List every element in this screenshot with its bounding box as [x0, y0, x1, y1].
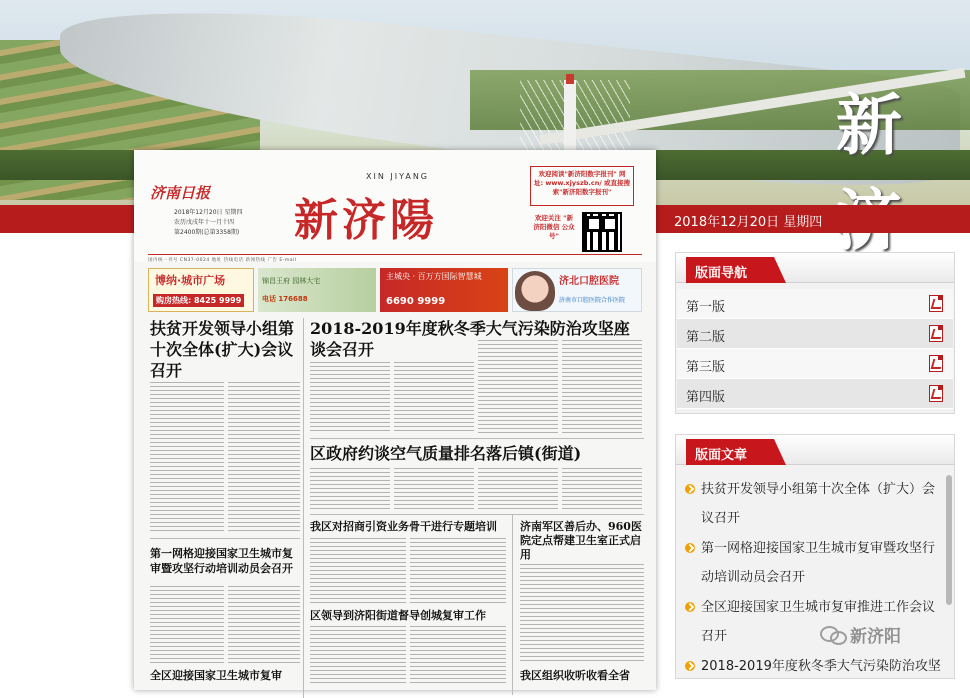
article-body-text — [150, 382, 224, 532]
newspaper-page-image[interactable] — [134, 150, 656, 690]
page-nav-item-3[interactable] — [677, 349, 953, 379]
pdf-icon[interactable] — [929, 295, 943, 312]
masthead-date: 2018年12月20日 星期四 — [174, 209, 243, 216]
article-body-text — [562, 340, 642, 434]
page-nav-item-2[interactable] — [677, 319, 953, 349]
article-body-text — [478, 468, 558, 510]
wechat-promo-text: 欢迎关注 "新济阳微信 公众号" — [533, 214, 575, 240]
ad-bona-phone: 购房热线: 8425 9999 — [153, 294, 244, 307]
masthead-divider — [148, 254, 642, 255]
article-body-text — [228, 586, 300, 664]
masthead — [134, 150, 656, 262]
article-headline[interactable]: 2018-2019年度秋冬季大气污染防治攻坚座谈会召开 — [310, 319, 630, 359]
article-headline[interactable]: 区政府约谈空气质量排名落后镇(街道) — [310, 444, 582, 463]
section-divider — [310, 514, 644, 515]
ad-jinchang — [258, 268, 376, 312]
article-link-text[interactable]: 2018-2019年度秋冬季大气污染防治攻坚 — [701, 659, 941, 674]
masthead-lunar: 农历戊戌年十一月十四 — [174, 219, 235, 226]
section-divider — [150, 538, 300, 539]
panel-header — [676, 435, 954, 465]
article-body-text — [410, 626, 506, 686]
page-navigation-panel — [675, 252, 955, 414]
ad-model-portrait — [515, 271, 555, 311]
pdf-icon[interactable] — [929, 325, 943, 342]
article-link[interactable] — [684, 475, 942, 533]
qr-code-icon — [582, 212, 622, 252]
arrow-bullet-icon — [685, 602, 695, 612]
article-list-scrollbar[interactable] — [946, 475, 952, 605]
article-body-text — [310, 468, 390, 510]
column-divider — [512, 515, 513, 695]
article-link-text[interactable]: 第一网格迎接国家卫生城市复审暨攻坚行动培训动员会召开 — [701, 541, 936, 585]
article-link[interactable] — [684, 593, 942, 651]
digital-edition-promo: 欢迎阅读"新济阳数字报刊" 网址: www.xjyszb.cn/ 或直接搜索"新济阳数字报刊" — [530, 166, 634, 206]
article-headline[interactable]: 区领导到济阳街道督导创城复审工作 — [310, 609, 486, 622]
page-nav-label[interactable]: 第三版 — [686, 360, 726, 375]
masthead-meta — [174, 208, 294, 238]
site-title-calligraphy: 新 — [836, 86, 910, 164]
article-body-text — [150, 586, 224, 664]
arrow-bullet-icon — [685, 543, 695, 553]
article-headline[interactable]: 全区迎接国家卫生城市复审 — [150, 669, 282, 682]
article-body-text — [394, 468, 474, 510]
wechat-promo — [530, 210, 634, 254]
ad-smart-city — [380, 268, 508, 312]
ad-dental-title: 济北口腔医院 — [559, 276, 619, 287]
wechat-icon — [820, 624, 844, 644]
panel-title: 版面文章 — [695, 448, 748, 463]
masthead-info-line: 国内统一刊号 CN37-0024 地址 热线电话 新闻热线 广告 E-mail — [148, 258, 297, 263]
arrow-bullet-icon — [685, 484, 695, 494]
page-nav-label[interactable]: 第四版 — [686, 390, 726, 405]
ad-dental-hospital — [512, 268, 642, 312]
watermark-text: 新济阳 — [850, 627, 901, 647]
ad-row — [148, 268, 642, 312]
pdf-icon[interactable] — [929, 385, 943, 402]
page-nav-label[interactable]: 第二版 — [686, 330, 726, 345]
pdf-icon[interactable] — [929, 355, 943, 372]
current-date: 2018年12月20日 星期四 — [674, 215, 823, 230]
ad-smart-city-title: 主城央 · 百万方国际智慧城 — [386, 272, 482, 281]
ad-smart-city-phone: 6690 9999 — [386, 296, 446, 307]
page-nav-item-4[interactable] — [677, 379, 953, 409]
page-nav-label[interactable]: 第一版 — [686, 300, 726, 315]
article-body-text — [228, 382, 300, 532]
page-nav-list — [677, 289, 953, 409]
ad-jinchang-title: 锦昌王府 园林大宅 — [262, 277, 321, 285]
article-link-text[interactable]: 扶贫开发领导小组第十次全体（扩大）会议召开 — [701, 482, 936, 526]
article-body-text — [310, 626, 406, 686]
ad-bona-title: 博纳·城市广场 — [155, 274, 226, 287]
partner-logo: 济南日报 — [150, 184, 211, 202]
article-headline[interactable]: 第一网格迎接国家卫生城市复审暨攻坚行动培训动员会召开 — [150, 547, 293, 575]
article-body-text — [410, 538, 506, 604]
article-list — [684, 475, 942, 682]
article-body-text — [520, 564, 644, 664]
masthead-pinyin: XIN JIYANG — [366, 172, 430, 181]
article-body-text — [310, 538, 406, 604]
masthead-issue: 第2400期(总第3358期) — [174, 229, 240, 236]
article-link[interactable] — [684, 652, 942, 681]
article-body-text — [394, 362, 474, 434]
article-link[interactable] — [684, 534, 942, 592]
ad-jinchang-phone: 电话 176688 — [262, 295, 308, 303]
article-headline[interactable]: 扶贫开发领导小组第十次全体(扩大)会议召开 — [150, 319, 295, 380]
article-headline[interactable]: 我区组织收听收看全省 — [520, 669, 630, 682]
article-headline[interactable]: 我区对招商引资业务骨干进行专题培训 — [310, 520, 497, 533]
ad-bona — [148, 268, 254, 312]
article-body-text — [310, 362, 390, 434]
section-divider — [310, 438, 644, 439]
article-body-text — [562, 468, 642, 510]
date-bar — [656, 205, 970, 233]
panel-title: 版面导航 — [695, 266, 748, 281]
panel-header — [676, 253, 954, 283]
banner-bridge-tower — [564, 80, 576, 150]
masthead-title: 新济陽 — [294, 195, 438, 246]
page-articles-panel — [675, 434, 955, 679]
article-headline[interactable]: 济南军区善后办、960医院定点帮建卫生室正式启用 — [520, 520, 642, 561]
article-body-text — [478, 340, 558, 434]
page-nav-item-1[interactable] — [677, 289, 953, 319]
column-divider — [303, 318, 304, 698]
ad-dental-sub: 济南市口腔医院合作医院 — [559, 297, 626, 304]
arrow-bullet-icon — [685, 661, 695, 671]
article-link-text[interactable]: 全区迎接国家卫生城市复审推进工作会议召开 — [701, 600, 936, 644]
